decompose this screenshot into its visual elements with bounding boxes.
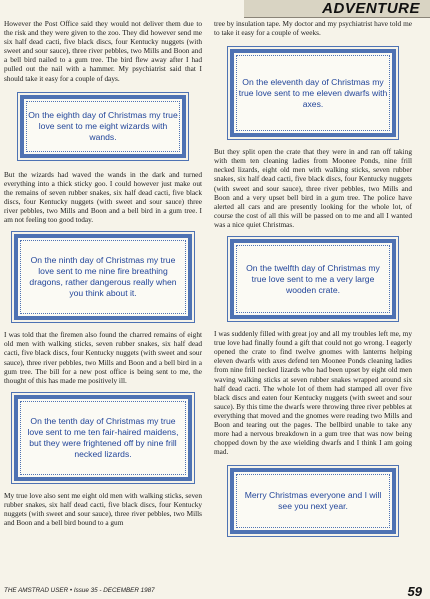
section-title: ADVENTURE [322, 0, 420, 17]
paragraph: I was told that the firemen also found the charred remains of eight old men with walking sticks, seven rubber snakes, six half dead cacti, five black discs, four Kentucky nuggets (with sweet and sour sauce), three river pebbles, two Mills and Boon and a bell bird in a gum tree. The bill for a new post office is being sent to me, the thought of this has made me positively ill. [4, 330, 202, 385]
verse-box [230, 239, 396, 319]
verse-text: On the ninth day of Christmas my true love sent to me nine fire breathing dragons, rather dangerous really when you think about it. [29, 255, 177, 299]
paragraph: I was suddenly filled with great joy and all my troubles left me, my true love had finally found a gift that could not go wrong. I eagerly opened the crate to find twelve gnomes with lanterns helping eleven dwarfs with axes defend ten Moonee Ponds cleaning ladies from nine frill necked lizards who had been upset by eight old men waving walking sticks at seven rubber snakes wrapped around six half dead cacti. The whole lot of them had stamped all over five black discs and eaten four Kentucky nuggets (with sweet and sour sauce). By this time the dwarfs were throwing three river pebbles at everything that moved and the gnomes were reading two Mills and Boon and tearing out the pages. The bellbird unable to take any more had a nervous breakdown in a gum tree that was now being chopped down by the axe wielding dwarfs and I think I am going mad. [214, 329, 412, 457]
paragraph: But they split open the crate that they were in and ran off taking with them ten cleaning ladies from Moonee Ponds, nine frill necked lizards, eight old men with walking sticks, seven rubber snakes, six half dead cacti, five black discs, four Kentucky nuggets (with sweet and sour sauce), three river pebbles, two Mills and Boon and a very upset bell bird in a gum tree. The police have alerted all cars and are presently looking for the whole lot, of course the cost of all this will be passed on to me and all I wanted was a nice quiet Christmas. [214, 147, 412, 229]
verse-text: On the eighth day of Christmas my true love sent to me eight wizards with wands. [28, 109, 178, 142]
verse-text: On the twelfth day of Christmas my true love sent to me a very large wooden crate. [246, 262, 380, 295]
verse-box [14, 395, 192, 481]
verse-text: On the tenth day of Christmas my true love sent to me ten fair-haired maidens, but they were frightened off by nine frill necked lizards. [27, 415, 179, 459]
page-number: 59 [407, 584, 422, 599]
paragraph: But the wizards had waved the wands in the dark and turned everything into a thick sticky goo. I could however just make out the remains of seven rubber snakes, six half dead cacti, five black discs, four Kentucky nuggets (with sweet and sour sauce) three river pebbles, two Mills and Boon and a bell bird in a gum tree. I am not feeling too good today. [4, 169, 202, 225]
verse-box [230, 468, 396, 534]
verse-text: On the eleventh day of Christmas my true love sent to me eleven dwarfs with axes. [238, 76, 388, 109]
paragraph: My true love also sent me eight old men with walking sticks, seven rubber snakes, six half dead cacti, five black discs, four Kentucky nuggets (with sweet and sour sauce), three river pebbles, two Mills and Boon and a bell bird bound to a gum [4, 490, 202, 528]
paragraph: tree by insulation tape. My doctor and my psychiatrist have told me to take it easy for a couple of weeks. [214, 19, 412, 38]
paragraph: However the Post Office said they would not deliver them due to the risk and they were given to the zoo. They did however send me six half dead cacti, five black discs, four Kentucky nuggets (with sweet and sour sauce), three river pebbles, two Mills and Boon and a bell bird nailed to a gum tree. The bird flew away after I had pulled out the nail with a hammer. My psychiatrist said that I should take it easy for a couple of days. [4, 19, 202, 83]
page-footer [0, 584, 430, 599]
right-column [214, 19, 412, 534]
verse-box [20, 95, 186, 158]
section-banner [244, 0, 430, 18]
publication-line: THE AMSTRAD USER • Issue 35 - DECEMBER 1987 [4, 587, 155, 594]
verse-text: Merry Christmas everyone and I will see you next year. [244, 490, 382, 512]
left-column [4, 19, 202, 527]
verse-box [14, 234, 192, 320]
verse-box [230, 49, 396, 137]
